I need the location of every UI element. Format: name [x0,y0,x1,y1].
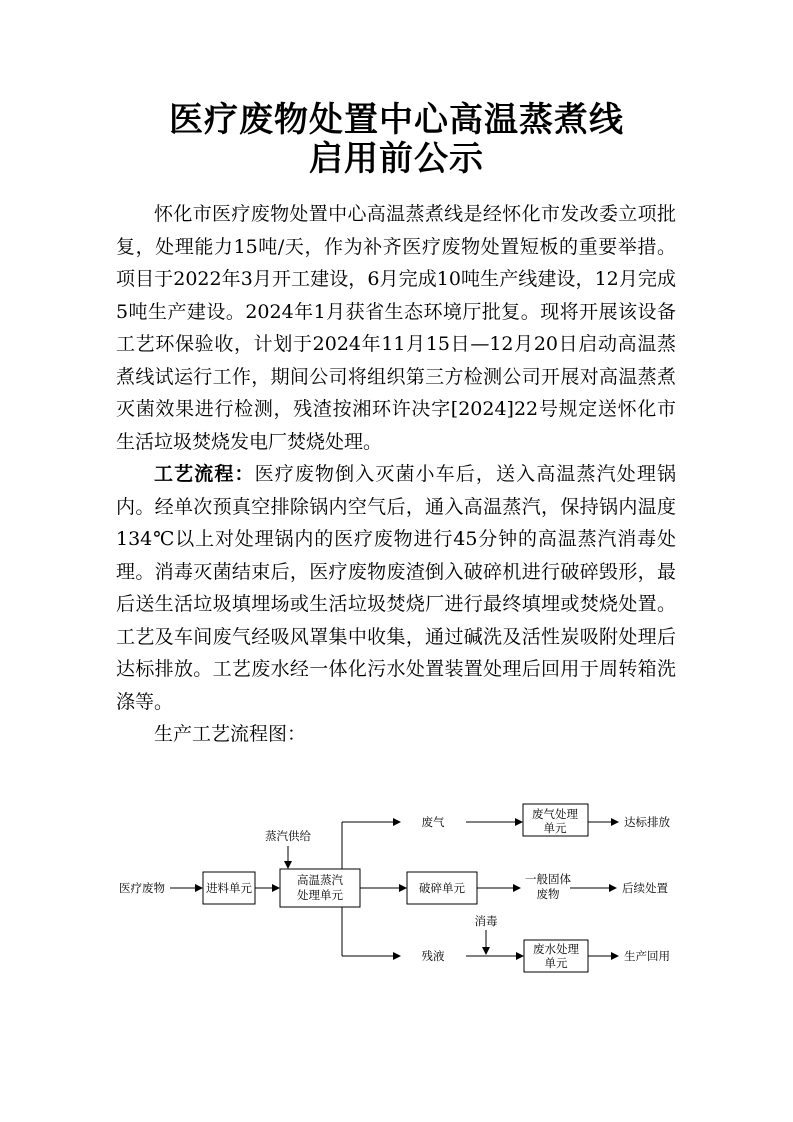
residual-liquid-label: 残液 [421,949,445,963]
input-label: 医疗废物 [119,881,165,895]
gas-unit-label-1: 废气处理 [532,807,578,821]
process-text: 医疗废物倒入灭菌小车后，送入高温蒸汽处理锅内。经单次预真空排除锅内空气后，通入高温蒸汽，保持锅内温度134℃以上对处理锅内的医疗废物进行45分钟的高温蒸汽消毒处理。消毒灭菌结束后，医疗废物废渣倒入破碎机进行破碎毁形，最后送生活垃圾填埋场或生活垃圾焚烧厂进行最终填埋或焚烧处置。工艺及车间废气经吸风罩集中收集，通过碱洗及活性炭吸附处理后达标排放。工艺废水经一体化污水处置装置处理后回用于周转箱洗涤等。 [116,463,676,713]
crush-unit-label: 破碎单元 [419,881,465,895]
solid-waste-label-2: 废物 [536,887,560,901]
water-output-label: 生产回用 [624,949,670,963]
process-flowchart [118,798,678,978]
document-body [116,198,676,751]
gas-unit-label-2: 单元 [543,821,567,835]
steam-unit-label-1: 高温蒸汽 [297,873,343,887]
paragraph-process [116,458,676,718]
water-unit-label-1: 废水处理 [533,942,579,956]
page-title-line-2: 启用前公示 [309,139,484,179]
paragraph-flowchart-caption: 生产工艺流程图： [154,723,307,745]
gas-output-label: 达标排放 [624,815,670,829]
solid-output-label: 后续处置 [622,881,668,895]
paragraph-intro: 怀化市医疗废物处置中心高温蒸煮线是经怀化市发改委立项批复，处理能力15吨/天，作为补齐医疗废物处置短板的重要举措。项目于2022年3月开工建设，6月完成10吨生产线建设，12月完成5吨生产建设。2024年1月获省生态环境厅批复。现将开展该设备工艺环保验收，计划于2024年11月15日—12月20日启动高温蒸煮线试运行工作，期间公司将组织第三方检测公司开展对高温蒸煮灭菌效果进行检测，残渣按湘环许决字[2024]22号规定送怀化市生活垃圾焚烧发电厂焚烧处理。 [116,203,676,453]
solid-waste-label-1: 一般固体 [525,872,571,886]
steam-supply-label: 蒸汽供给 [265,829,311,843]
steam-unit-label-2: 处理单元 [297,888,343,902]
disinfect-label: 消毒 [474,914,498,928]
feed-unit-label: 进料单元 [206,881,252,895]
process-label: 工艺流程： [154,463,255,485]
water-unit-label-2: 单元 [544,956,568,970]
page-title-line-1: 医疗废物处置中心高温蒸煮线 [169,100,624,140]
waste-gas-label: 废气 [421,815,445,829]
